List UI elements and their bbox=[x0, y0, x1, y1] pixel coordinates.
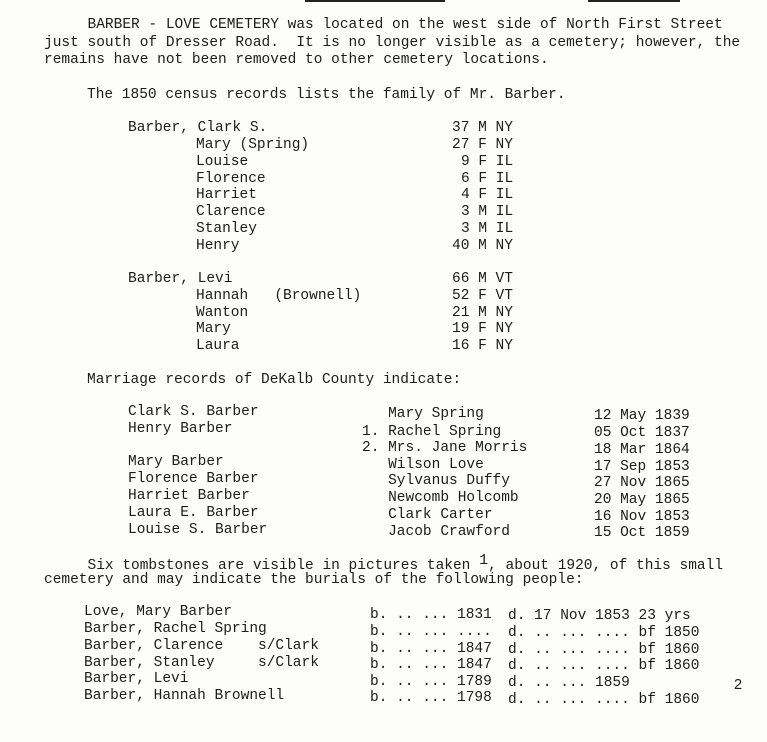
census-info: 9 F IL bbox=[461, 154, 514, 170]
marriage-spouse: Mary Spring bbox=[362, 406, 484, 422]
burial-birth: b. .. ... 1847 bbox=[370, 641, 492, 657]
census-info: 3 M IL bbox=[461, 221, 514, 237]
intro-line-1: BARBER - LOVE CEMETERY was located on the west side of North First Street bbox=[44, 17, 723, 33]
intro-line-2: just south of Dresser Road. It is no longer visible as a cemetery; however, the bbox=[44, 35, 741, 51]
marriage-date: 27 Nov 1865 bbox=[594, 475, 690, 491]
marriage-date: 12 May 1839 bbox=[594, 408, 690, 424]
marriage-person: Clark S. Barber bbox=[128, 404, 259, 420]
marriage-person: Mary Barber bbox=[128, 454, 224, 470]
burial-death: d. .. ... .... bf 1860 bbox=[508, 642, 700, 658]
census-name: Louise bbox=[196, 154, 249, 170]
marriage-date: 17 Sep 1853 bbox=[594, 459, 690, 475]
census-name: Florence bbox=[196, 171, 266, 187]
census-info: 3 M IL bbox=[461, 204, 514, 220]
census-info: 27 F NY bbox=[452, 137, 513, 153]
census-info: 16 F NY bbox=[452, 338, 513, 354]
burial-name: Barber, Stanley bbox=[84, 655, 215, 671]
marriage-person: Harriet Barber bbox=[128, 488, 250, 504]
marriage-spouse: Clark Carter bbox=[362, 507, 493, 523]
census-family1-head: Barber, Clark S. bbox=[128, 120, 268, 136]
marriage-spouse: 2. Mrs. Jane Morris bbox=[362, 440, 528, 456]
marriage-person: Louise S. Barber bbox=[128, 522, 268, 538]
footnote-marker: 1 bbox=[479, 552, 489, 569]
marriage-spouse: 1. Rachel Spring bbox=[362, 424, 502, 440]
marriage-person: Laura E. Barber bbox=[128, 505, 259, 521]
census-name: Stanley bbox=[196, 221, 257, 237]
census-name: Mary (Spring) bbox=[196, 137, 310, 153]
census-info: 37 M NY bbox=[452, 120, 513, 136]
burial-name: Barber, Rachel Spring bbox=[84, 621, 267, 637]
marriage-date: 15 Oct 1859 bbox=[594, 525, 690, 541]
burial-note: s/Clark bbox=[258, 655, 319, 671]
census-name: Clarence bbox=[196, 204, 266, 220]
census-info: 40 M NY bbox=[452, 238, 513, 254]
marriage-person: Henry Barber bbox=[128, 421, 233, 437]
marriage-date: 18 Mar 1864 bbox=[594, 442, 690, 458]
tombstone-line-2: cemetery and may indicate the burials of the following people: bbox=[44, 572, 584, 588]
census-name: Hannah (Brownell) bbox=[196, 288, 362, 304]
burial-name: Barber, Hannah Brownell bbox=[84, 688, 285, 704]
burial-death: d. .. ... 1859 bbox=[508, 675, 630, 691]
marriage-person: Florence Barber bbox=[128, 471, 259, 487]
marriage-intro: Marriage records of DeKalb County indicate: bbox=[87, 372, 462, 388]
marriage-date: 20 May 1865 bbox=[594, 492, 690, 508]
top-rule-right bbox=[588, 0, 680, 2]
marriage-spouse: Newcomb Holcomb bbox=[362, 490, 519, 506]
burial-name: Love, Mary Barber bbox=[84, 604, 232, 620]
census-intro: The 1850 census records lists the family of Mr. Barber. bbox=[87, 87, 566, 103]
burial-birth: b. .. ... 1798 bbox=[370, 690, 492, 706]
census-info: 21 M NY bbox=[452, 305, 513, 321]
burial-birth: b. .. ... .... bbox=[370, 624, 492, 640]
burial-death: d. .. ... .... bf 1850 bbox=[508, 625, 700, 641]
burial-birth: b. .. ... 1847 bbox=[370, 657, 492, 673]
top-rule-left bbox=[305, 0, 445, 2]
marriage-date: 05 Oct 1837 bbox=[594, 425, 690, 441]
marriage-spouse: Sylvanus Duffy bbox=[362, 473, 510, 489]
intro-line-3: remains have not been removed to other cemetery locations. bbox=[44, 52, 549, 68]
page-number: 2 bbox=[734, 677, 743, 693]
marriage-spouse: Wilson Love bbox=[362, 457, 484, 473]
census-info: 6 F IL bbox=[461, 171, 514, 187]
burial-death: d. .. ... .... bf 1860 bbox=[508, 658, 700, 674]
census-info: 66 M VT bbox=[452, 271, 513, 287]
census-name: Laura bbox=[196, 338, 240, 354]
burial-name: Barber, Levi bbox=[84, 671, 189, 687]
census-name: Henry bbox=[196, 238, 240, 254]
burial-birth: b. .. ... 1831 bbox=[370, 607, 492, 623]
census-family2-head: Barber, Levi bbox=[128, 271, 233, 287]
census-info: 19 F NY bbox=[452, 321, 513, 337]
burial-death: d. .. ... .... bf 1860 bbox=[508, 692, 700, 708]
burial-note: s/Clark bbox=[258, 638, 319, 654]
census-name: Harriet bbox=[196, 187, 257, 203]
marriage-spouse: Jacob Crawford bbox=[362, 524, 510, 540]
census-info: 52 F VT bbox=[452, 288, 513, 304]
census-name: Wanton bbox=[196, 305, 249, 321]
tombstone-line-1: Six tombstones are visible in pictures taken 1, about 1920, of this small bbox=[44, 552, 724, 574]
burial-death: d. 17 Nov 1853 23 yrs bbox=[508, 608, 691, 624]
marriage-date: 16 Nov 1853 bbox=[594, 509, 690, 525]
burial-name: Barber, Clarence bbox=[84, 638, 224, 654]
burial-birth: b. .. ... 1789 bbox=[370, 674, 492, 690]
census-info: 4 F IL bbox=[461, 187, 514, 203]
census-name: Mary bbox=[196, 321, 231, 337]
